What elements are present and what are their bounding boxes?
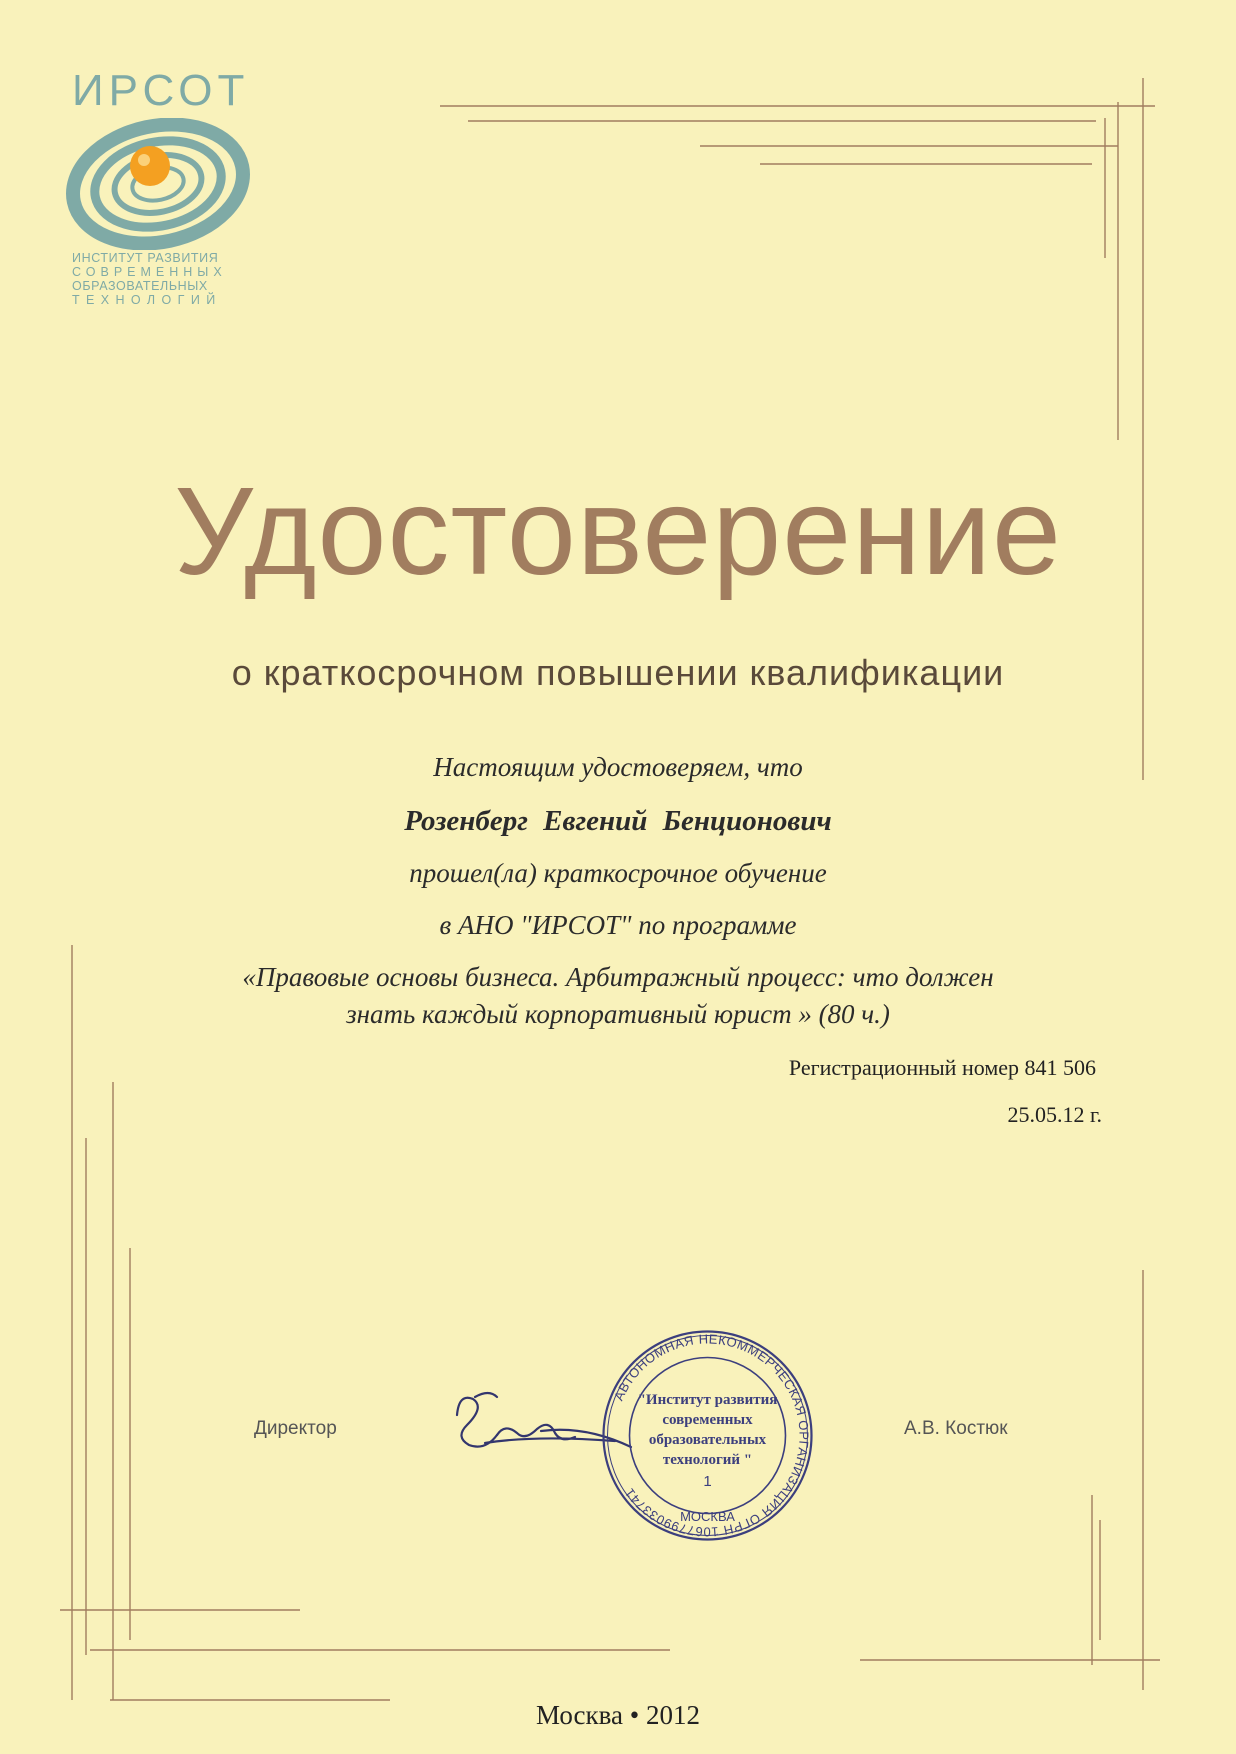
seal-inner-line: технологий " (662, 1452, 753, 1468)
registration-number: Регистрационный номер 841 506 (788, 1055, 1096, 1080)
intro-text: Настоящим удостоверяем, что (433, 752, 803, 782)
director-label: Директор (254, 1418, 337, 1439)
seal-inner-line: "Институт развития (637, 1392, 778, 1408)
logo-subtitle-line: ОБРАЗОВАТЕЛЬНЫХ (72, 279, 208, 293)
program-line-1: «Правовые основы бизнеса. Арбитражный процесс: что должен (242, 962, 994, 992)
logo-subtitle-line: ТЕХНОЛОГИЙ (72, 293, 222, 307)
certificate-subtitle: о краткосрочном повышении квалификации (231, 652, 1005, 693)
director-name: А.В. Костюк (904, 1418, 1008, 1439)
orbit-logo-icon (66, 118, 250, 250)
logo-subtitle-line: ИНСТИТУТ РАЗВИТИЯ (72, 251, 219, 265)
logo-name: ИРСОТ (72, 66, 250, 115)
recipient-name: Розенберг Евгений Бенционович (404, 805, 832, 837)
svg-text:АВТОНОМНАЯ НЕКОММЕРЧЕСКАЯ ОРГА: АВТОНОМНАЯ НЕКОММЕРЧЕСКАЯ ОРГАНИЗАЦИЯ ОГРН 1067799033741 (610, 1331, 812, 1540)
seal-city: МОСКВА (680, 1509, 735, 1524)
issue-date: 25.05.12 г. (1007, 1102, 1102, 1127)
program-line-2: знать каждый корпоративный юрист » (80 ч.) (346, 999, 890, 1029)
organization-seal (600, 1328, 815, 1543)
footer-city-year: Москва • 2012 (536, 1700, 700, 1730)
organization-text: в АНО "ИРСОТ" по программе (439, 910, 797, 940)
certificate-title: Удостоверение (174, 463, 1062, 601)
logo-subtitle (72, 251, 252, 307)
completed-text: прошел(ла) краткосрочное обучение (409, 858, 827, 888)
logo-subtitle-line: СОВРЕМЕННЫХ (72, 265, 227, 279)
seal-inner-line: современных (662, 1412, 753, 1428)
seal-inner-line: образовательных (648, 1432, 767, 1448)
seal-number: 1 (703, 1473, 712, 1490)
